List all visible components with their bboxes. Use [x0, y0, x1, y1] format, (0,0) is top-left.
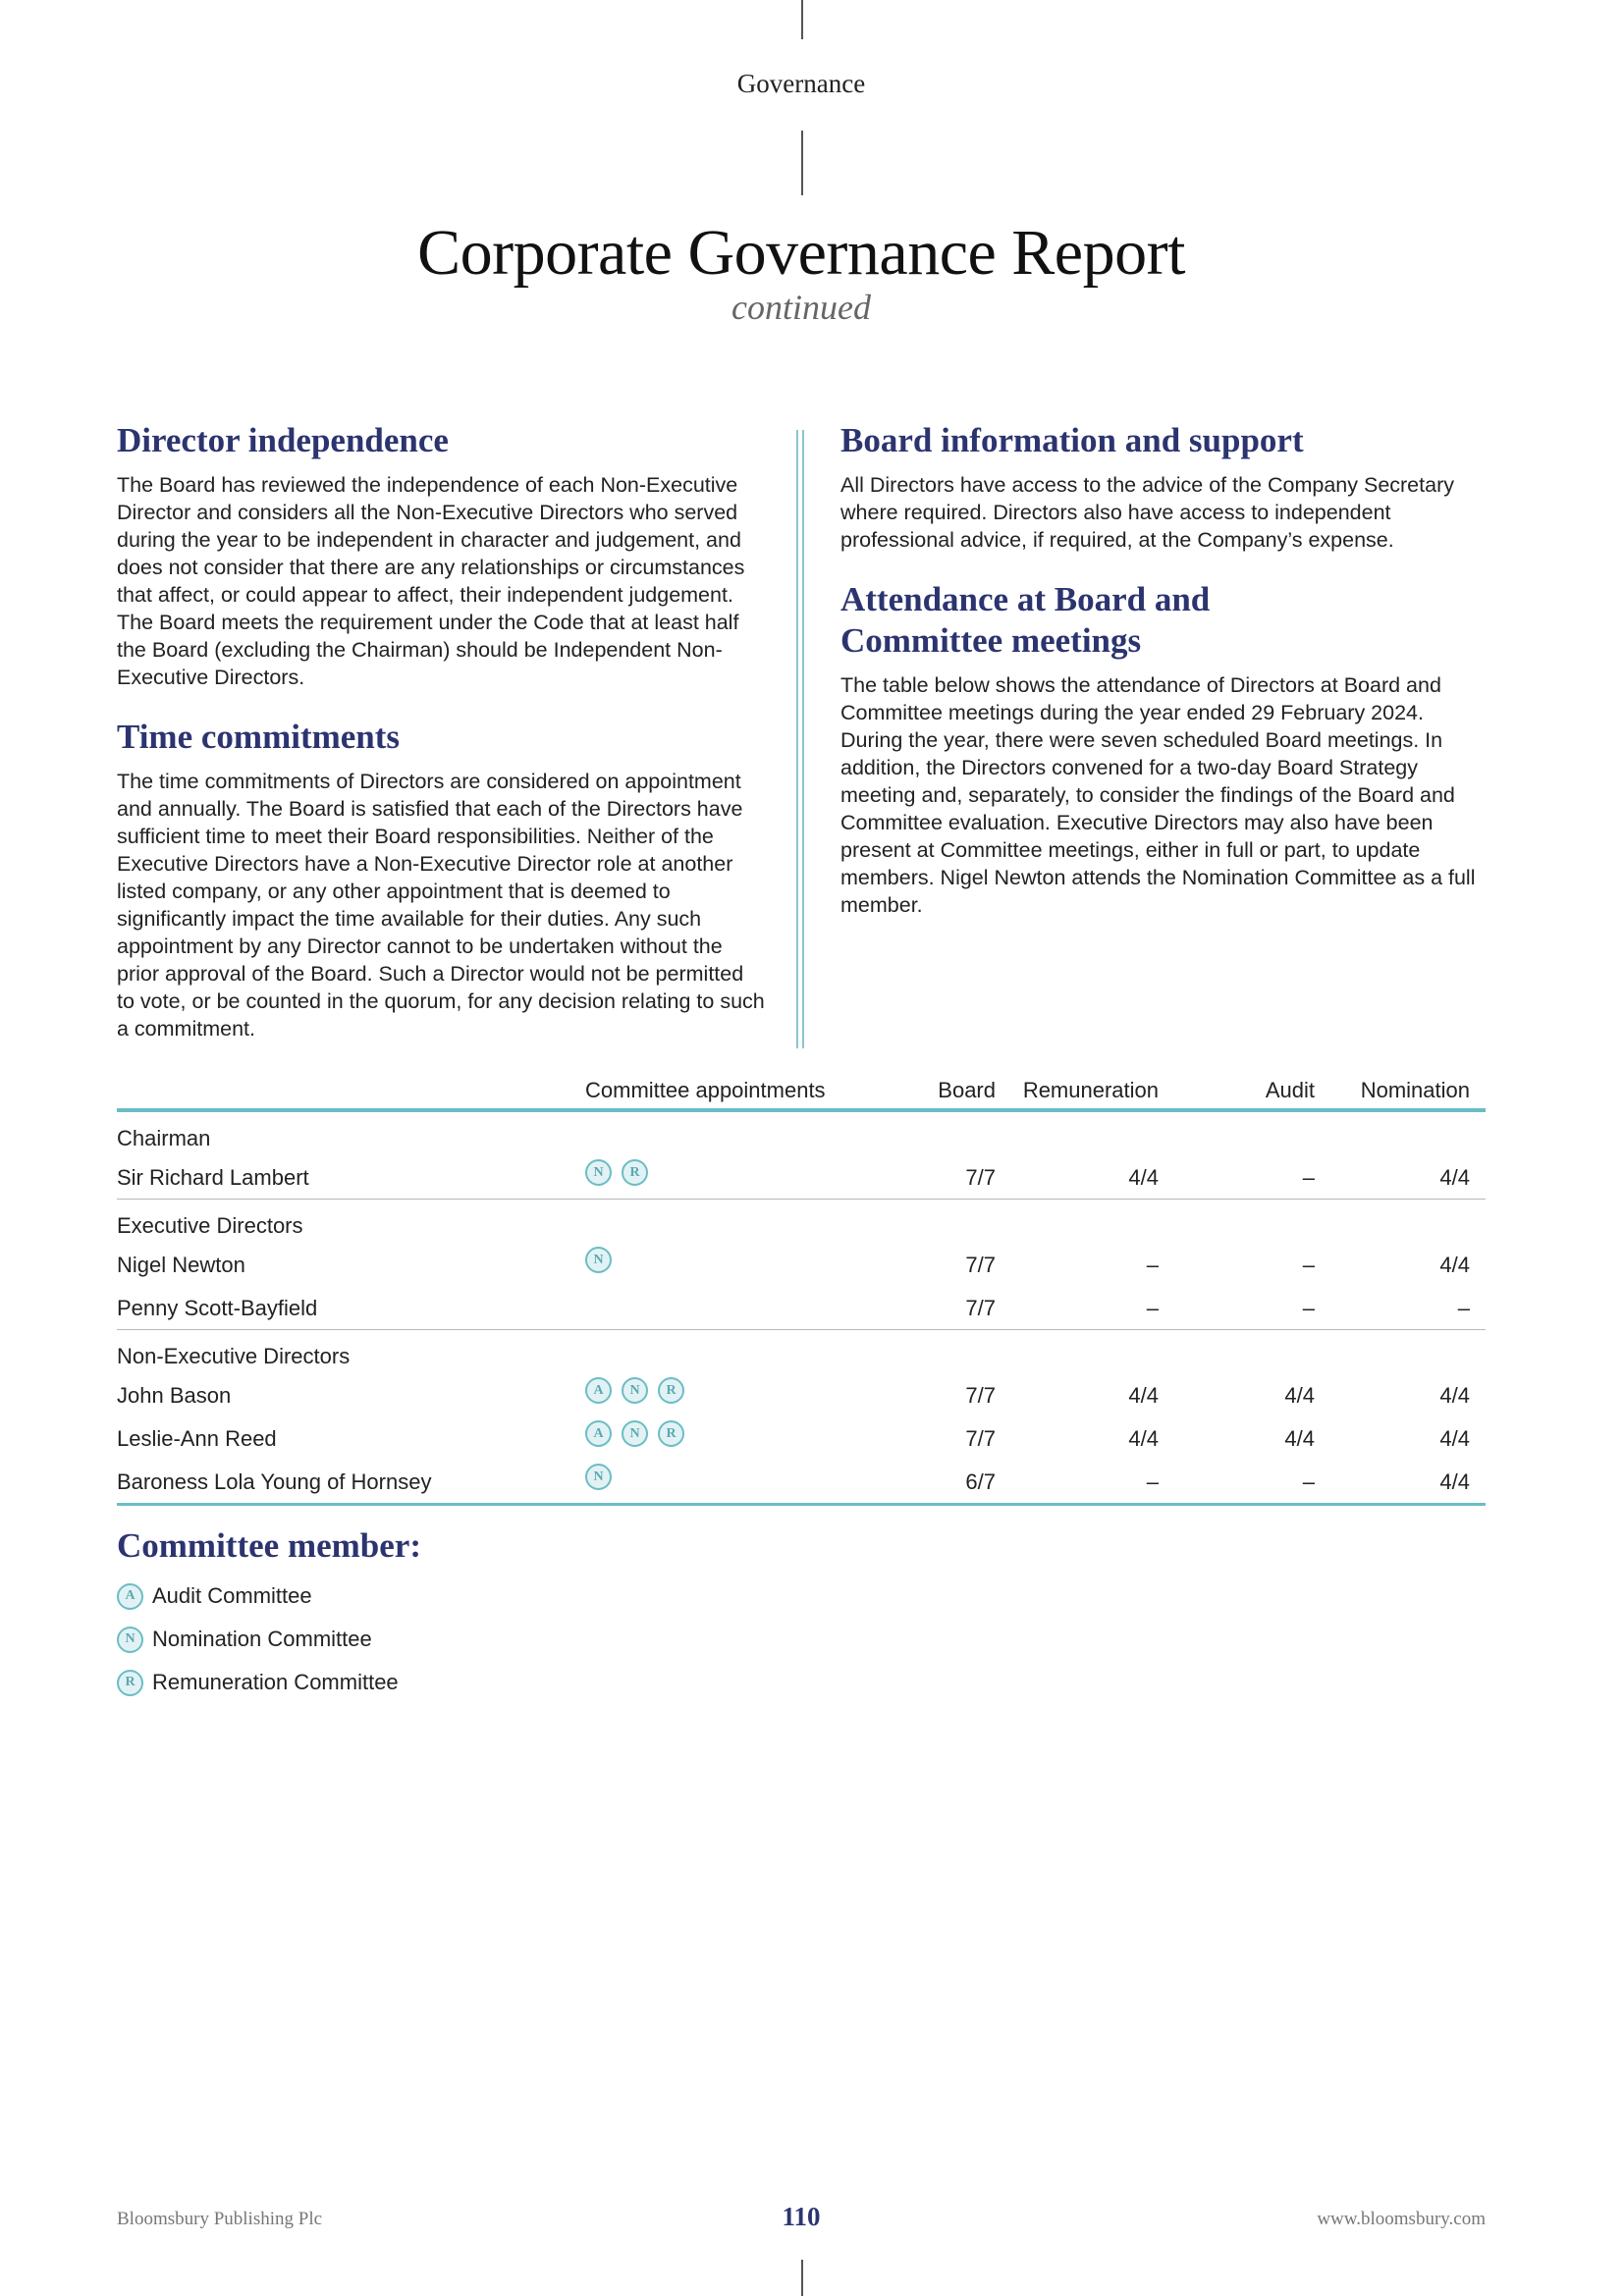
- committee-badge-icon: N: [117, 1627, 143, 1653]
- remuneration-attendance: –: [1146, 1253, 1159, 1277]
- director-name: Sir Richard Lambert: [117, 1165, 309, 1190]
- director-name: Nigel Newton: [117, 1253, 245, 1277]
- attendance-heading: Attendance at Board and Committee meetings: [840, 580, 1211, 660]
- table-row: [117, 1286, 1486, 1330]
- bottom-rule: [801, 2260, 803, 2296]
- page-title: Corporate Governance Report: [417, 217, 1185, 289]
- attendance-table: [117, 1076, 1486, 1506]
- top-rule: [801, 0, 803, 39]
- audit-attendance: –: [1302, 1296, 1315, 1320]
- director-name: Baroness Lola Young of Hornsey: [117, 1469, 432, 1494]
- page-subtitle: continued: [731, 288, 871, 327]
- nomination-attendance: 4/4: [1439, 1165, 1470, 1190]
- committee-badge-icon: A: [585, 1377, 612, 1404]
- committee-badges: [585, 1247, 612, 1273]
- nomination-attendance: 4/4: [1439, 1469, 1470, 1494]
- board-information-heading: Board information and support: [840, 421, 1304, 459]
- director-name: Penny Scott-Bayfield: [117, 1296, 318, 1320]
- audit-attendance: –: [1302, 1253, 1315, 1277]
- table-header: [117, 1076, 1486, 1112]
- nomination-attendance: –: [1457, 1296, 1470, 1320]
- header-rule: [801, 131, 803, 195]
- committee-legend: [117, 1525, 421, 1704]
- remuneration-attendance: 4/4: [1128, 1383, 1159, 1408]
- header-audit: Audit: [1265, 1078, 1315, 1102]
- remuneration-attendance: –: [1146, 1296, 1159, 1320]
- committee-badge-icon: A: [585, 1420, 612, 1447]
- section-label: Governance: [736, 69, 866, 98]
- board-attendance: 7/7: [965, 1426, 996, 1451]
- committee-badge-icon: R: [117, 1670, 143, 1696]
- committee-badge-icon: N: [585, 1464, 612, 1490]
- legend-items: [117, 1575, 421, 1704]
- committee-badges: [585, 1159, 648, 1186]
- audit-attendance: 4/4: [1284, 1383, 1315, 1408]
- legend-item: [117, 1575, 421, 1618]
- nomination-attendance: 4/4: [1439, 1253, 1470, 1277]
- time-commitments-heading: Time commitments: [117, 718, 401, 756]
- table-row: [117, 1416, 1486, 1460]
- legend-label: Remuneration Committee: [152, 1670, 399, 1694]
- table-row: [117, 1155, 1486, 1200]
- audit-attendance: –: [1302, 1165, 1315, 1190]
- footer-company: Bloomsbury Publishing Plc: [117, 2209, 323, 2229]
- board-attendance: 7/7: [965, 1253, 996, 1277]
- committee-badge-icon: N: [585, 1247, 612, 1273]
- group-title: [117, 1200, 1486, 1243]
- board-attendance: 6/7: [965, 1469, 996, 1494]
- remuneration-attendance: 4/4: [1128, 1165, 1159, 1190]
- board-information-body: All Directors have access to the advice of the Company Secretary where required. Directors also have access to independent professional advice, if required, at the Company’s expense.: [840, 473, 1454, 552]
- committee-badge-icon: N: [585, 1159, 612, 1186]
- table-row: [117, 1243, 1486, 1286]
- committee-badges: [585, 1377, 684, 1404]
- committee-badge-icon: R: [658, 1420, 684, 1447]
- attendance-body: The table below shows the attendance of Directors at Board and Committee meetings during the year ended 29 February 2024. During the year, there were seven scheduled Board meetings. In addition, the Directors convened for a two-day Board Strategy meeting and, separately, to consider the findings of the Board and Committee evaluation. Executive Directors may also have been present at Committee meetings, either in full or part, to update members. Nigel Newton attends the Nomination Committee as a full member.: [840, 673, 1476, 917]
- group-title-label: Chairman: [117, 1126, 211, 1150]
- page-number: 110: [782, 2202, 821, 2231]
- audit-attendance: –: [1302, 1469, 1315, 1494]
- table-row: [117, 1460, 1486, 1506]
- group-title: [117, 1112, 1486, 1155]
- time-commitments-body: The time commitments of Directors are considered on appointment and annually. The Board is satisfied that each of the Directors have sufficient time to meet their Board responsibilities. Neither of the Executive Directors have a Non-Executive Director role at another listed company, or any other appointment that is deemed to significantly impact the time available for their duties. Any such appointment by any Director cannot to be undertaken without the prior approval of the Board. Such a Director would not be permitted to vote, or be counted in the quorum, for any decision relating to such a commitment.: [117, 770, 765, 1041]
- committee-badges: [585, 1420, 684, 1447]
- header-appointments: Committee appointments: [585, 1078, 826, 1102]
- group-title-label: Executive Directors: [117, 1213, 303, 1238]
- legend-label: Nomination Committee: [152, 1627, 372, 1651]
- board-attendance: 7/7: [965, 1296, 996, 1320]
- director-independence-heading: Director independence: [117, 421, 449, 459]
- director-independence-body: The Board has reviewed the independence of each Non-Executive Director and considers all the Non-Executive Directors who served during the year to be independent in character and judgement, and does not consider that there are any relationships or circumstances that affect, or could appear to affect, their independent judgement. The Board meets the requirement under the Code that at least half the Board (excluding the Chairman) should be Independent Non-Executive Directors.: [117, 473, 745, 689]
- remuneration-attendance: 4/4: [1128, 1426, 1159, 1451]
- committee-badge-icon: R: [658, 1377, 684, 1404]
- header-remuneration: Remuneration: [1022, 1078, 1159, 1102]
- nomination-attendance: 4/4: [1439, 1383, 1470, 1408]
- committee-badge-icon: A: [117, 1583, 143, 1610]
- header-board: Board: [938, 1078, 996, 1102]
- nomination-attendance: 4/4: [1439, 1426, 1470, 1451]
- group-title-label: Non-Executive Directors: [117, 1344, 351, 1368]
- legend-heading: Committee member:: [117, 1526, 421, 1565]
- column-divider: [796, 430, 804, 1048]
- committee-badge-icon: R: [622, 1159, 648, 1186]
- group-title: [117, 1330, 1486, 1373]
- legend-item: [117, 1618, 421, 1661]
- table-row: [117, 1373, 1486, 1416]
- director-name: John Bason: [117, 1383, 232, 1408]
- legend-label: Audit Committee: [152, 1583, 312, 1608]
- committee-badge-icon: N: [622, 1420, 648, 1447]
- header-nomination: Nomination: [1360, 1078, 1470, 1102]
- table-body: [117, 1112, 1486, 1506]
- left-column: [117, 420, 765, 1068]
- remuneration-attendance: –: [1146, 1469, 1159, 1494]
- director-name: Leslie-Ann Reed: [117, 1426, 277, 1451]
- board-attendance: 7/7: [965, 1165, 996, 1190]
- committee-badge-icon: N: [622, 1377, 648, 1404]
- right-column: [840, 420, 1490, 944]
- audit-attendance: 4/4: [1284, 1426, 1315, 1451]
- footer-website: www.bloomsbury.com: [1317, 2209, 1486, 2229]
- legend-item: [117, 1661, 421, 1704]
- board-attendance: 7/7: [965, 1383, 996, 1408]
- committee-badges: [585, 1464, 612, 1490]
